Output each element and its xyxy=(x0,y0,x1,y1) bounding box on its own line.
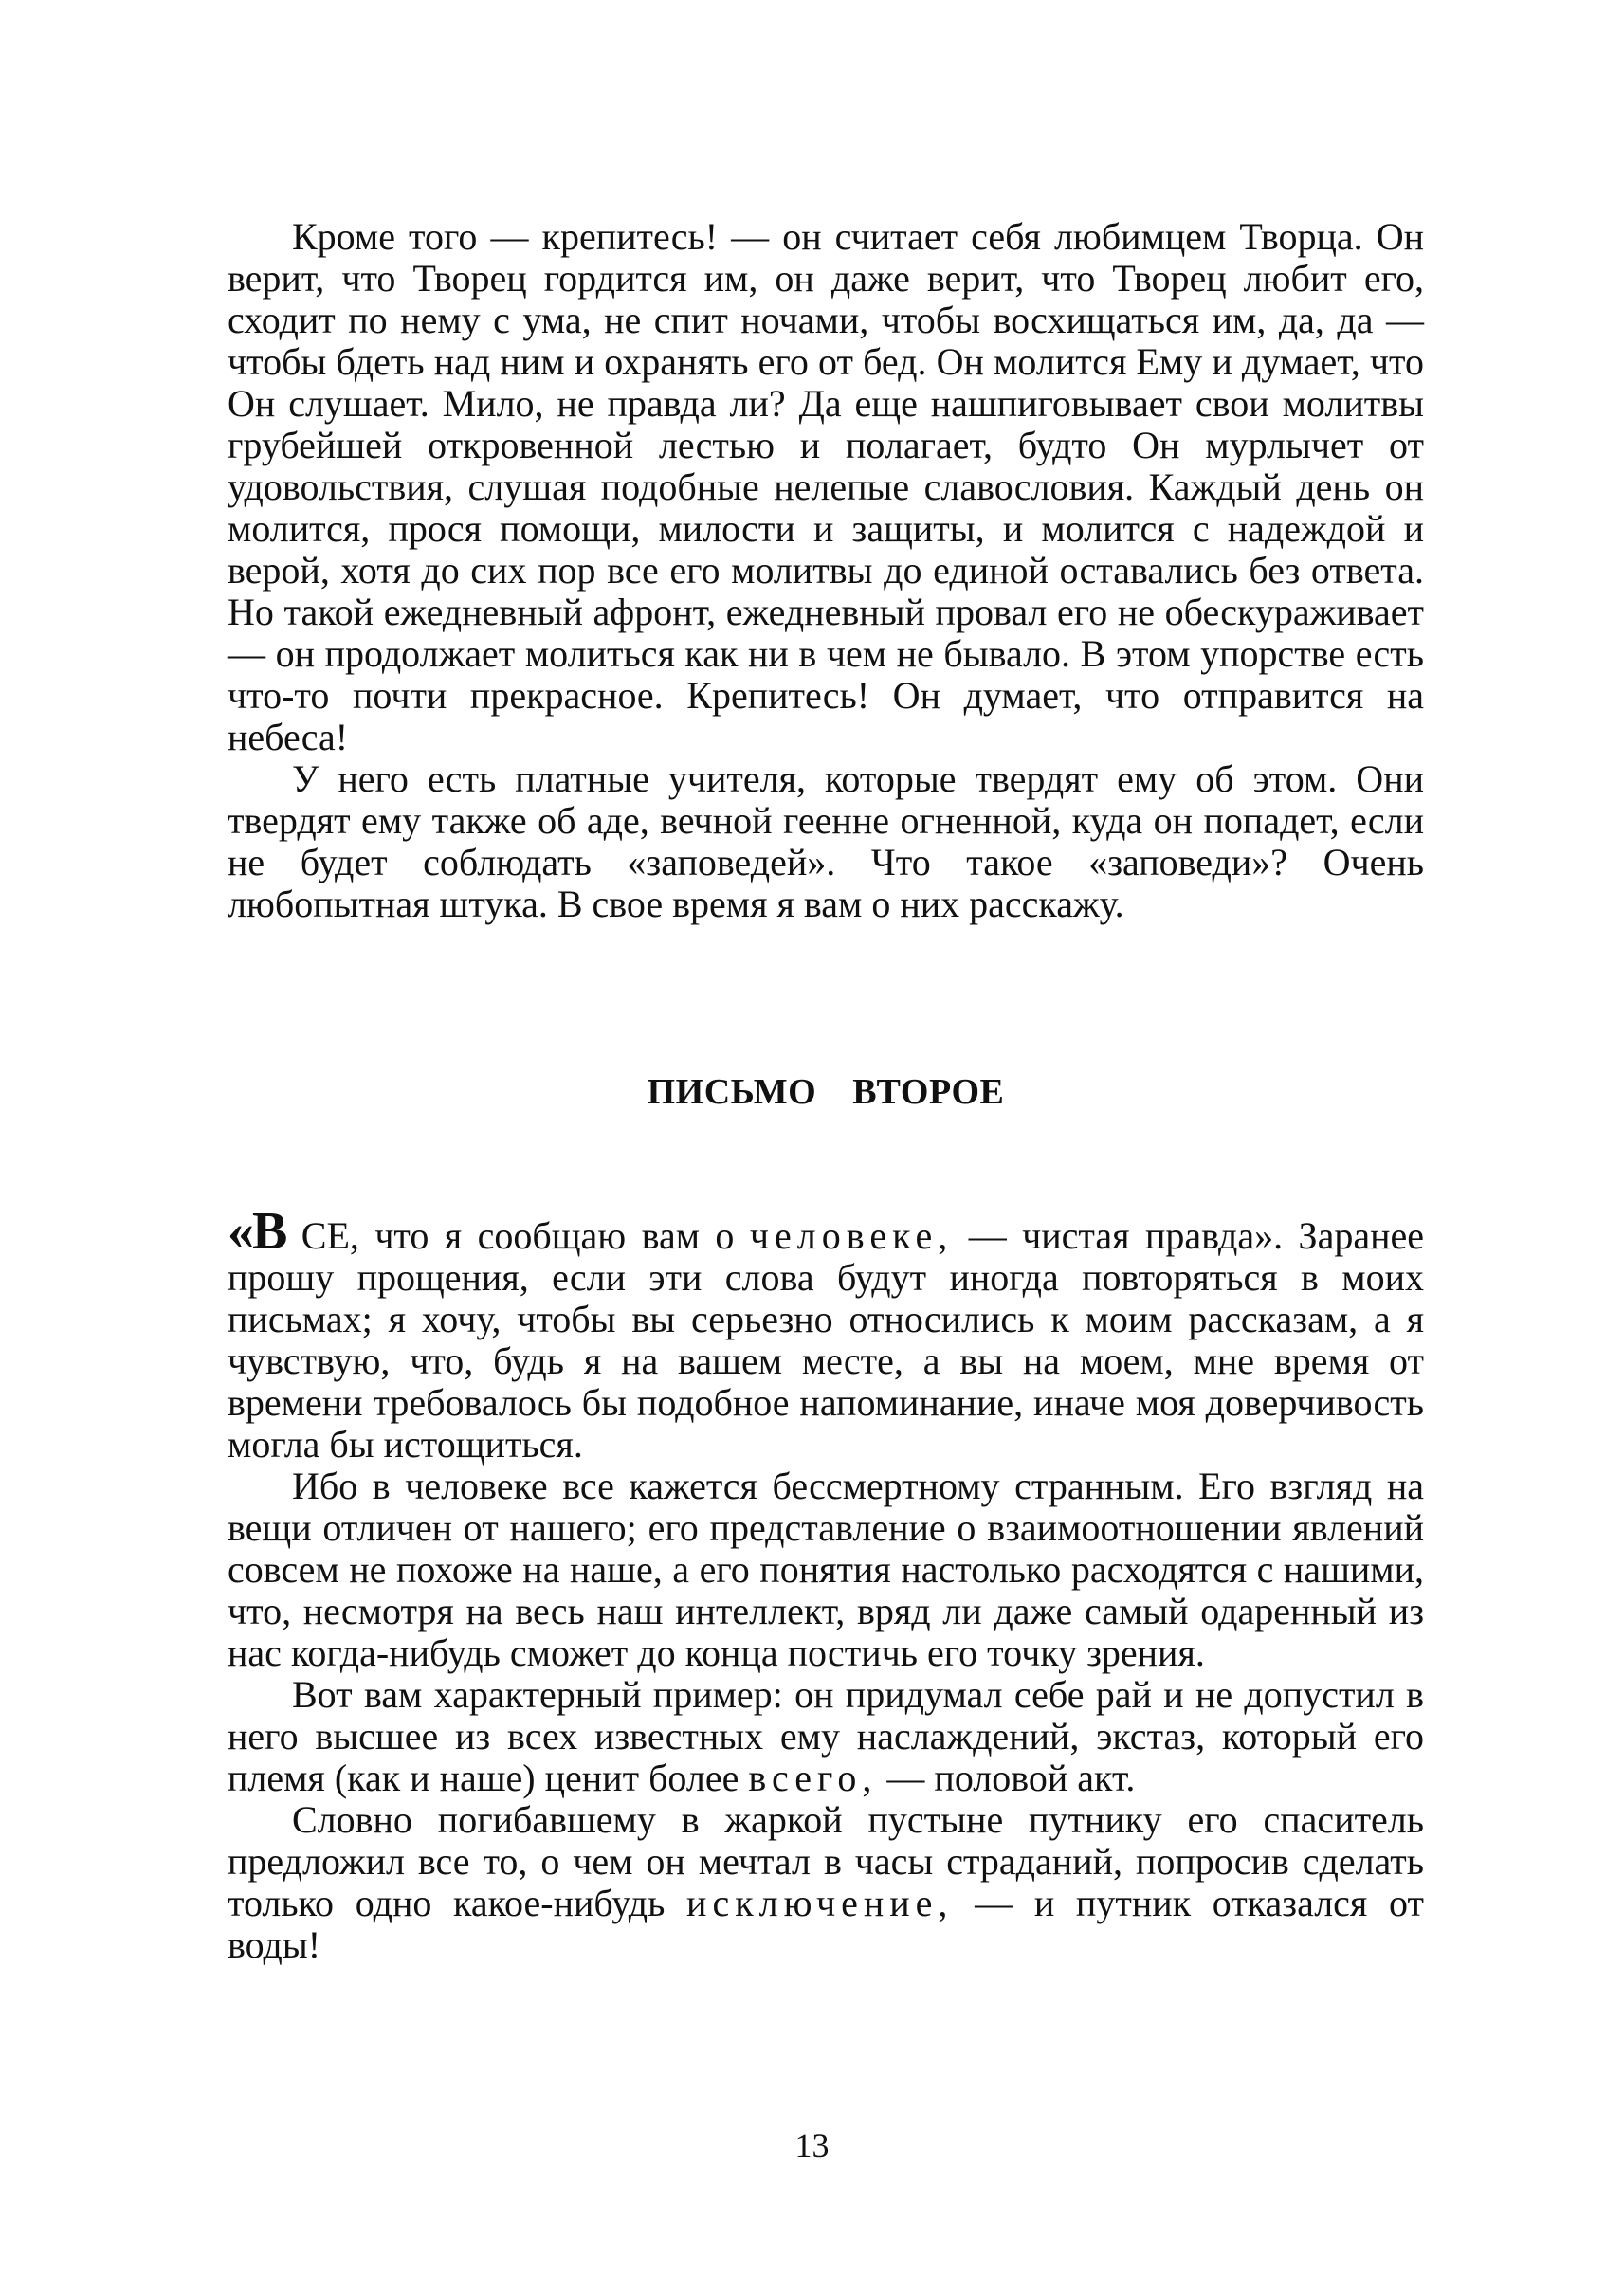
text-run: — половой акт. xyxy=(877,1757,1136,1799)
text-run: Словно погибавшему в жаркой пустыне путнику его спаситель предложил все то, о чем он мечтал в часы страданий, попросив сделать только одно какое-нибудь xyxy=(228,1798,1424,1924)
paragraph: У него есть платные учителя, которые твердят ему об этом. Они твердят ему также об аде, вечной геенне огненной, куда он попадет, если не будет соблюдать «заповедей». Что такое «заповеди»? Очень любопытная штука. В свое время я вам о них расскажу. xyxy=(228,757,1424,925)
spaced-emphasis: исключение, xyxy=(686,1882,954,1924)
paragraph xyxy=(228,1799,1424,1966)
drop-cap: «В xyxy=(228,1202,286,1261)
text-run: Вот вам характерный пример: он придумал себе рай и не допустил в него высшее из всех известных ему наслаждений, экстаз, который его племя (как и наше) ценит более xyxy=(228,1673,1424,1799)
paragraph xyxy=(228,1202,1424,1466)
text-run: СЕ, что я сообщаю вам о xyxy=(301,1214,750,1257)
spaced-emphasis: всего, xyxy=(748,1757,878,1799)
paragraph xyxy=(228,1674,1424,1799)
chapter-heading: ПИСЬМО ВТОРОЕ xyxy=(647,1072,1005,1112)
spaced-emphasis: человеке, xyxy=(749,1214,954,1257)
text-run: — и путник отказался от воды! xyxy=(228,1882,1424,1966)
text-block-top xyxy=(228,216,1424,925)
page-number: 13 xyxy=(794,2126,830,2164)
paragraph: Ибо в человеке все кажется бессмертному странным. Его взгляд на вещи отличен от нашего; его представление о взаимоотношении явлений совсем не похоже на наше, а его понятия настолько расходятся с нашими, что, несмотря на весь наш интеллект, вряд ли даже самый одаренный из нас когда-нибудь сможет до конца постичь его точку зрения. xyxy=(228,1465,1424,1674)
paragraph: Кроме того — крепитесь! — он считает себя любимцем Творца. Он верит, что Творец гордится им, он даже верит, что Творец любит его, сходит по нему с ума, не спит ночами, чтобы восхищаться им, да, да — чтобы бдеть над ним и охранять его от бед. Он молится Ему и думает, что Он слушает. Мило, не правда ли? Да еще нашпиговывает свои молитвы грубейшей откровенной лестью и полагает, будто Он мурлычет от удовольствия, слушая подобные нелепые славословия. Каждый день он молится, прося помощи, милости и защиты, и молится с надеждой и верой, хотя до сих пор все его молитвы до единой оставались без ответа. Но такой ежедневный афронт, ежедневный провал его не обескураживает — он продолжает молиться как ни в чем не бывало. В этом упорстве есть что-то почти прекрасное. Крепитесь! Он думает, что отправится на небеса! xyxy=(228,215,1424,758)
text-block-bottom xyxy=(228,1202,1424,1966)
text-run: — чистая правда». Заранее прошу прощения, если эти слова будут иногда повторяться в моих письмах; я хочу, чтобы вы серьезно относились к моим рассказам, а я чувствую, что, будь я на вашем месте, а вы на моем, мне время от времени требовалось бы подобное напоминание, иначе моя доверчивость могла бы истощиться. xyxy=(228,1214,1424,1466)
